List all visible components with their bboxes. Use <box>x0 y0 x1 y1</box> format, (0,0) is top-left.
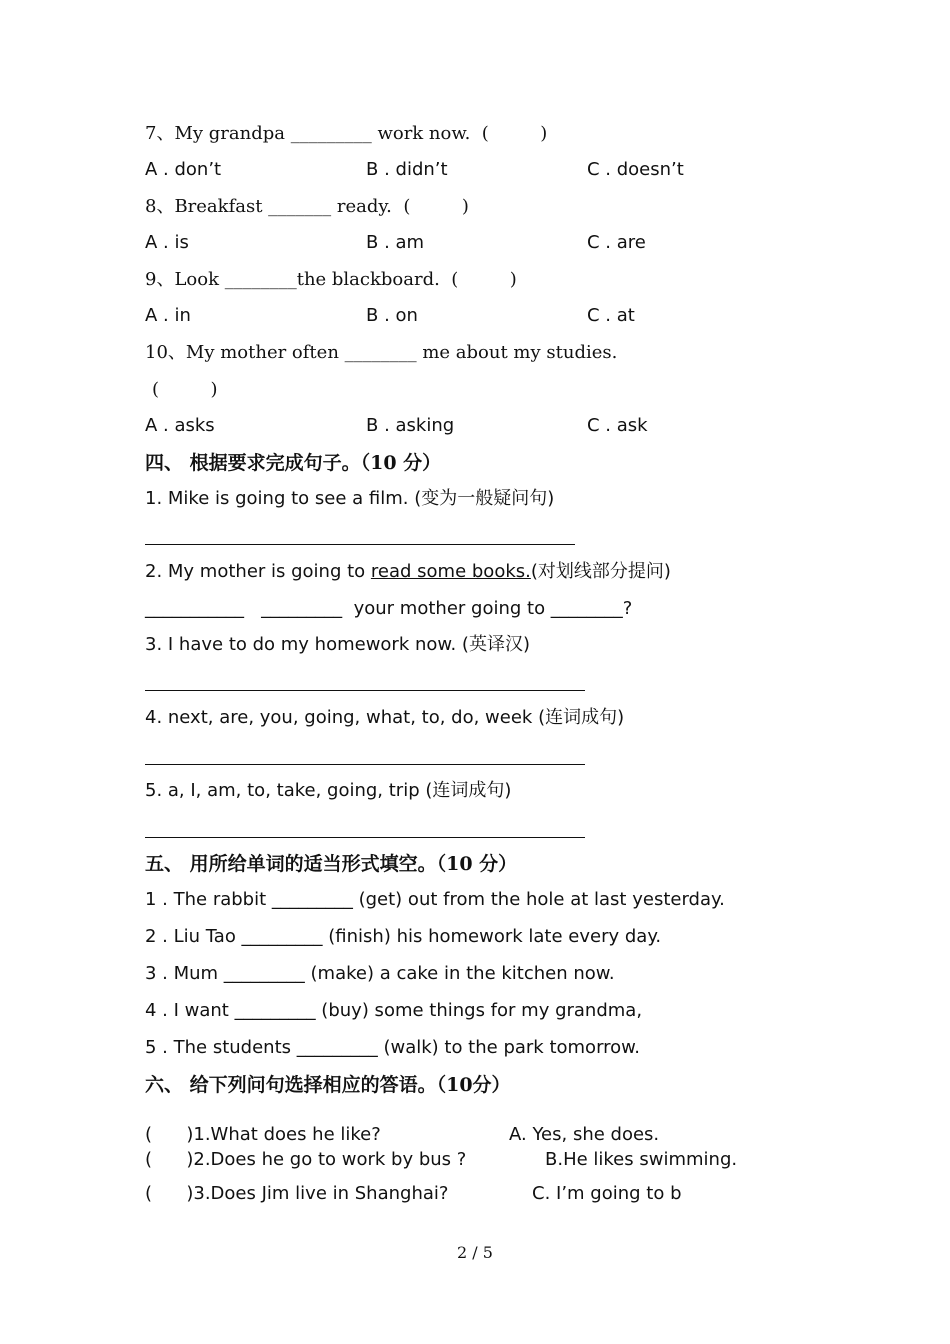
question-7: 7、My grandpa _________ work now. ( ) <box>145 123 548 144</box>
match-question-2: ( )2.Does he go to work by bus ? <box>145 1149 467 1170</box>
match-question-3: ( )3.Does Jim live in Shanghai? <box>145 1183 449 1204</box>
section-5-item-1: 1 . The rabbit _________ (get) out from the hole at last yesterday. <box>145 889 725 910</box>
question-10-paren: ( ) <box>152 379 218 400</box>
section-4-heading: 四、 根据要求完成句子。（10 分） <box>145 452 442 474</box>
q2-underlined: read some books. <box>370 561 531 582</box>
option-8a: A . is <box>145 232 189 253</box>
option-10a: A . asks <box>145 415 215 436</box>
q2-prefix: 2. My mother is going to <box>145 561 371 582</box>
answer-line-4-4 <box>145 764 585 765</box>
section-4-q5: 5. a, I, am, to, take, going, trip (连词成句) <box>145 780 512 801</box>
section-5-heading: 五、 用所给单词的适当形式填空。（10 分） <box>145 853 518 875</box>
option-7c: C . doesn’t <box>587 159 684 180</box>
question-10: 10、My mother often ________ me about my studies. <box>145 342 618 363</box>
q2-suffix: (对划线部分提问) <box>530 561 671 582</box>
option-9c: C . at <box>587 305 635 326</box>
option-7b: B . didn’t <box>366 159 448 180</box>
option-7a: A . don’t <box>145 159 222 180</box>
section-5-item-4: 4 . I want _________ (buy) some things for my grandma, <box>145 1000 643 1021</box>
section-4-q2 <box>145 560 671 584</box>
section-5-item-5: 5 . The students _________ (walk) to the park tomorrow. <box>145 1037 640 1058</box>
section-5-item-3: 3 . Mum _________ (make) a cake in the kitchen now. <box>145 963 615 984</box>
section-4-q2-blanks: ___________ _________ your mother going to ________? <box>145 598 633 619</box>
answer-line-4-5 <box>145 837 585 838</box>
option-10b: B . asking <box>366 415 455 436</box>
option-9a: A . in <box>145 305 191 326</box>
section-4-q1: 1. Mike is going to see a film. (变为一般疑问句) <box>145 488 555 509</box>
match-question-1: ( )1.What does he like? <box>145 1124 381 1145</box>
page-number: 2 / 5 <box>457 1243 493 1262</box>
section-5-item-2: 2 . Liu Tao _________ (finish) his homework late every day. <box>145 926 662 947</box>
option-10c: C . ask <box>587 415 648 436</box>
section-4-q4: 4. next, are, you, going, what, to, do, week (连词成句) <box>145 707 625 728</box>
match-answer-a: A. Yes, she does. <box>509 1124 660 1145</box>
option-8c: C . are <box>587 232 646 253</box>
question-9: 9、Look ________the blackboard. ( ) <box>145 269 517 290</box>
option-9b: B . on <box>366 305 418 326</box>
section-4-q3: 3. I have to do my homework now. (英译汉) <box>145 634 530 655</box>
answer-line-4-1 <box>145 544 575 545</box>
match-answer-c: C. I’m going to b <box>532 1183 682 1204</box>
option-8b: B . am <box>366 232 425 253</box>
answer-line-4-3 <box>145 690 585 691</box>
question-8: 8、Breakfast _______ ready. ( ) <box>145 196 469 217</box>
section-6-heading: 六、 给下列问句选择相应的答语。（10分） <box>145 1074 511 1096</box>
match-answer-b: B.He likes swimming. <box>545 1149 738 1170</box>
